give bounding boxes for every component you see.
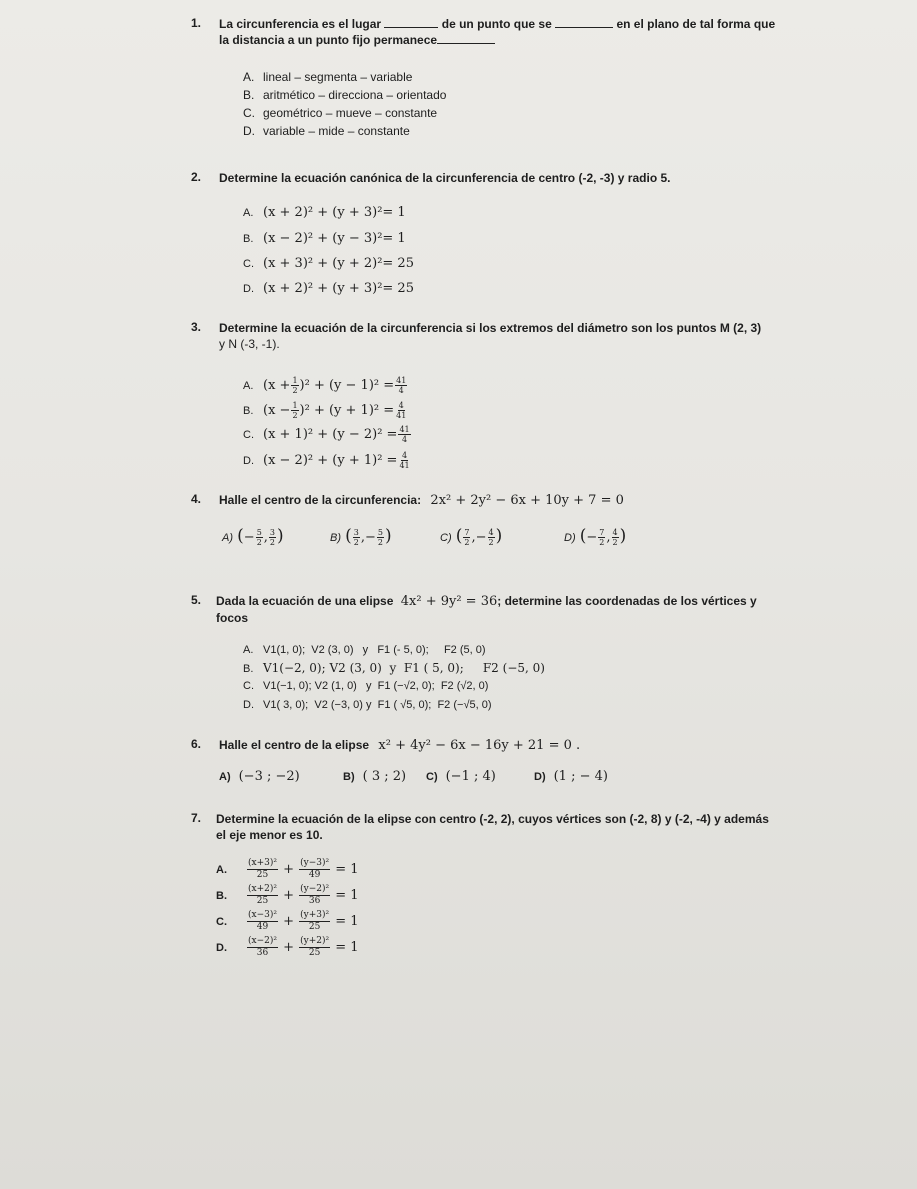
fraction: $\frac{1}{2}$	[292, 376, 298, 395]
question-text: Determine la ecuación de la circunferencia si los extremos del diámetro son los puntos M (2, 3) y N (-3, -1).	[219, 321, 762, 351]
fraction: $\frac{1}{2}$	[292, 401, 298, 420]
fraction: $\frac{3}{2}$	[269, 528, 276, 547]
fraction: $\frac{\text{(y−3)²}}{49}$	[300, 858, 330, 880]
option-c: C. (x + 1)² + (y − 2)² = $\frac{41}{4}$	[243, 425, 410, 444]
fraction: $\frac{\text{(y+2)²}}{25}$	[300, 936, 330, 958]
answer-blank	[555, 16, 613, 28]
option-c: C. (x + 3)² + (y + 2)²= 25	[243, 256, 414, 271]
option-d: D) (1 ; − 4)	[534, 769, 608, 784]
option-b: B. V1(−2, 0); V2 (3, 0) y F1 ( 5, 0); F2 (−5, 0)	[243, 661, 545, 675]
option-d: D. V1( 3, 0); V2 (−3, 0) y F1 ( √5, 0); F2 (−√5, 0)	[243, 699, 492, 711]
option-a: A) (− $\frac{5}{2}$ , $\frac{3}{2}$ )	[222, 526, 284, 547]
option-a: A. $\frac{\text{(x+3)²}}{25}$ + $\frac{\text{(y−3)²}}{49}$ = 1	[216, 858, 359, 880]
fraction: $\frac{7}{2}$	[599, 528, 605, 547]
fraction: $\frac{4}{41}$	[399, 451, 410, 470]
question-text: Halle el centro de la elipse x² + 4y² − 6x − 16y + 21 = 0 .	[219, 738, 581, 753]
option-b: B. aritmético – direcciona – orientado	[243, 88, 447, 102]
fraction: $\frac{4}{2}$	[612, 528, 618, 547]
option-a: A. V1(1, 0); V2 (3, 0) y F1 (- 5, 0); F2 (5, 0)	[243, 644, 486, 656]
fraction: $\frac{\text{(x−2)²}}{36}$	[248, 936, 277, 958]
option-d: D) (− $\frac{7}{2}$ , $\frac{4}{2}$ )	[564, 526, 627, 547]
question-text: Halle el centro de la circunferencia: 2x² + 2y² − 6x + 10y + 7 = 0	[219, 493, 624, 508]
fraction: $\frac{\text{(y−2)²}}{36}$	[300, 884, 330, 906]
question-text: Determine la ecuación de la elipse con centro (-2, 2), cuyos vértices son (-2, 8) y (-2, -4) y además el eje menor es 10.	[216, 812, 769, 842]
option-b: B. $\frac{\text{(x+2)²}}{25}$ + $\frac{\text{(y−2)²}}{36}$ = 1	[216, 884, 359, 906]
question-text: Determine la ecuación canónica de la circunferencia de centro (-2, -3) y radio 5.	[219, 171, 671, 185]
fraction: $\frac{4}{41}$	[396, 401, 407, 420]
equation: 2x² + 2y² − 6x + 10y + 7 = 0	[430, 493, 624, 508]
fraction: $\frac{\text{(x+2)²}}{25}$	[248, 884, 277, 906]
question-number: 7.	[191, 811, 202, 825]
option-a: A) (−3 ; −2)	[219, 769, 300, 784]
option-c: C. $\frac{\text{(x−3)²}}{49}$ + $\frac{\text{(y+3)²}}{25}$ = 1	[216, 910, 359, 932]
question-text: Dada la ecuación de una elipse 4x² + 9y² = 36; determine las coordenadas de los vértices y focos	[216, 594, 757, 625]
answer-blank	[437, 32, 495, 44]
option-d: D. (x − 2)² + (y + 1)² = $\frac{4}{41}$	[243, 451, 410, 470]
option-c: C) ( $\frac{7}{2}$ ,− $\frac{4}{2}$ )	[440, 526, 503, 547]
question-number: 6.	[191, 737, 202, 751]
equation: 4x² + 9y² = 36	[400, 594, 498, 609]
option-a: A. (x + $\frac{1}{2}$ )² + (y − 1)² = $\frac{41}{4}$	[243, 376, 407, 395]
option-d: D. $\frac{\text{(x−2)²}}{36}$ + $\frac{\text{(y+2)²}}{25}$ = 1	[216, 936, 359, 958]
question-number: 1.	[191, 16, 202, 30]
equation: x² + 4y² − 6x − 16y + 21 = 0 .	[378, 738, 581, 753]
question-text: La circunferencia es el lugar de un punto que se en el plano de tal forma que la distancia a un punto fijo permanece	[219, 17, 776, 47]
question-number: 5.	[191, 593, 202, 607]
fraction: $\frac{5}{2}$	[377, 528, 384, 547]
option-a: A. (x + 2)² + (y + 3)²= 1	[243, 205, 406, 220]
question-number: 2.	[191, 170, 202, 184]
fraction: $\frac{\text{(x+3)²}}{25}$	[248, 858, 277, 880]
fraction: $\frac{7}{2}$	[464, 528, 470, 547]
option-b: B) ( $\frac{3}{2}$ ,− $\frac{5}{2}$ )	[330, 526, 392, 547]
fraction: $\frac{3}{2}$	[353, 528, 359, 547]
option-d: D. (x + 2)² + (y + 3)²= 25	[243, 281, 414, 296]
option-c: C. geométrico – mueve – constante	[243, 106, 438, 120]
option-b: B. (x − 2)² + (y − 3)²= 1	[243, 231, 406, 246]
answer-blank	[384, 16, 438, 28]
option-d: D. variable – mide – constante	[243, 124, 410, 138]
option-a: A. lineal – segmenta – variable	[243, 70, 413, 84]
option-b: B) ( 3 ; 2)	[343, 769, 407, 784]
fraction: $\frac{\text{(x−3)²}}{49}$	[248, 910, 277, 932]
option-b: B. (x − $\frac{1}{2}$ )² + (y + 1)² = $\frac{4}{41}$	[243, 401, 407, 420]
fraction: $\frac{41}{4}$	[396, 376, 407, 395]
option-c: C) (−1 ; 4)	[426, 769, 496, 784]
fraction: $\frac{41}{4}$	[399, 425, 410, 444]
fraction: $\frac{5}{2}$	[256, 528, 262, 547]
fraction: $\frac{\text{(y+3)²}}{25}$	[300, 910, 330, 932]
fraction: $\frac{4}{2}$	[488, 528, 494, 547]
question-number: 3.	[191, 320, 202, 334]
option-c: C. V1(−1, 0); V2 (1, 0) y F1 (−√2, 0); F2 (√2, 0)	[243, 680, 489, 692]
question-number: 4.	[191, 492, 202, 506]
